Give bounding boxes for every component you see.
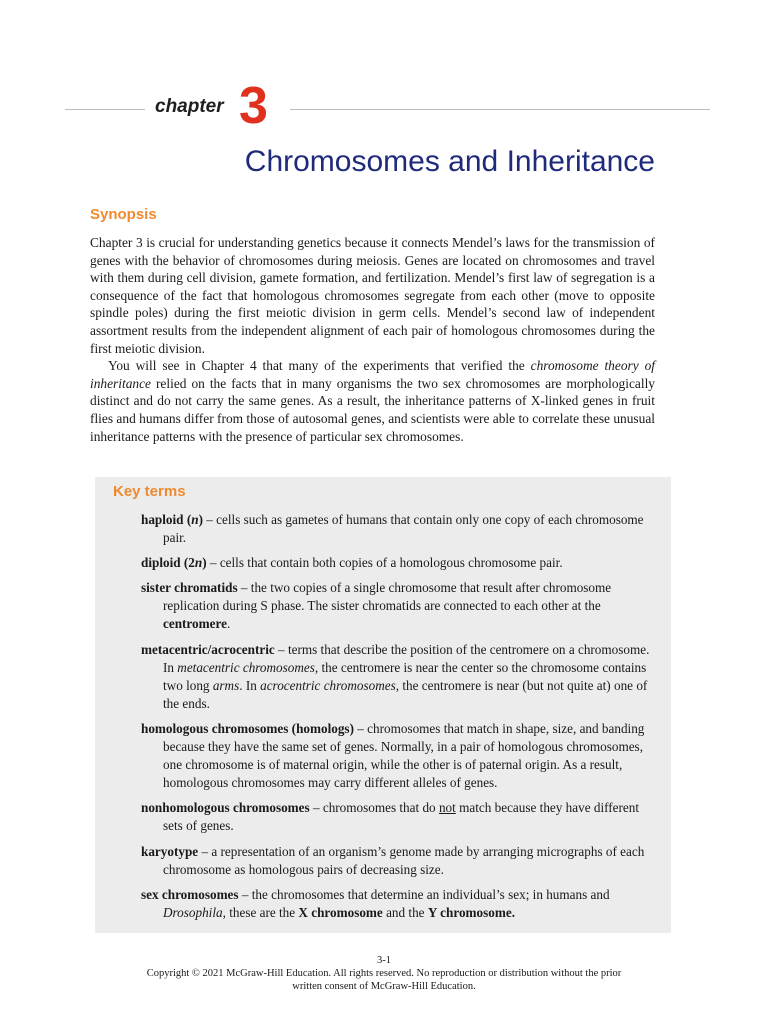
- header-rule-right: [290, 109, 710, 110]
- bold-term: Y chromosome.: [427, 904, 515, 920]
- term-haploid: [141, 511, 655, 547]
- term-definition: – a representation of an organism’s genome made by arranging micrographs of each chromosome as homologous pairs of decreasing size.: [163, 843, 645, 877]
- bold-term: X chromosome: [298, 904, 383, 920]
- key-terms-box: [95, 477, 671, 933]
- header-rule-left: [65, 109, 145, 110]
- term-name: [141, 555, 207, 570]
- term-name: homologous chromosomes (homologs): [141, 720, 354, 736]
- symbol: n: [191, 512, 199, 527]
- text-span: – terms that describe the position of the centromere on a chromosome. In: [163, 641, 650, 675]
- term-name: nonhomologous chromosomes: [141, 800, 310, 816]
- term-diploid: [141, 554, 655, 572]
- text-span: You will see in Chapter 4 that many of the experiments that verified the: [108, 358, 531, 374]
- page-footer: [0, 954, 768, 993]
- text-span: – the chromosomes that determine an individual’s sex; in humans and: [238, 886, 610, 902]
- emphasis-text: Drosophila,: [163, 904, 226, 920]
- emphasis-text: metacentric chromosomes,: [177, 659, 319, 675]
- key-terms-heading: Key terms: [113, 483, 186, 500]
- text-span: ): [202, 555, 207, 571]
- text-span: the centromere is near (but not quite at) one of the ends.: [163, 677, 648, 711]
- term-name: metacentric/acrocentric: [141, 641, 275, 657]
- chapter-header: [0, 78, 768, 138]
- text-span: diploid (2: [141, 555, 195, 571]
- term-definition: – cells that contain both copies of a homologous chromosome pair.: [206, 555, 563, 571]
- text-span: and the: [382, 904, 428, 920]
- term-sister-chromatids: [141, 579, 655, 633]
- term-definition: – the two copies of a single chromosome that result after chromosome replication during S phase. The sister chromatids are connected to each other at the: [163, 580, 612, 614]
- copyright-line-2: written consent of McGraw-Hill Education.: [292, 981, 476, 992]
- synopsis-paragraph-2: [90, 357, 655, 445]
- term-name: sex chromosomes: [141, 886, 239, 902]
- term-nonhomologous-chromosomes: [141, 799, 655, 835]
- emphasis-text: chromosome theory of inheritance: [90, 358, 655, 391]
- text-span: . In: [239, 677, 261, 693]
- text-span: haploid (: [141, 512, 192, 527]
- emphasis-text: arms: [212, 677, 240, 693]
- term-homologous-chromosomes: [141, 720, 655, 792]
- page-title: Chromosomes and Inheritance: [244, 145, 655, 178]
- term-name: karyotype: [141, 843, 199, 859]
- text-span: – chromosomes that do: [309, 800, 439, 816]
- page-number: 3-1: [377, 955, 391, 966]
- underlined-text: not: [438, 800, 456, 816]
- term-name: [141, 512, 203, 527]
- text-span: these are the: [225, 904, 299, 920]
- synopsis-paragraph-1: Chapter 3 is crucial for understanding genetics because it connects Mendel’s laws for the transmission of genes with the behavior of chromosomes during meiosis. Genes are located on chromosomes and travel with them during cell division, gamete formation, and fertilization. Mendel’s first law of segregation is a consequence of the fact that homologous chromosomes segregate from each other (move to opposite spindle poles) during the first meiotic division in germ cells. Mendel’s second law of independent assortment results from the independent alignment of each pair of homologous chromosomes during the first meiotic division.: [90, 235, 655, 356]
- key-terms-list: [141, 511, 655, 929]
- emphasis-text: acrocentric chromosomes,: [260, 677, 400, 693]
- term-name: sister chromatids: [141, 580, 238, 596]
- term-sex-chromosomes: [141, 886, 655, 922]
- copyright-line-1: Copyright © 2021 McGraw-Hill Education. All rights reserved. No reproduction or distribution without the prior: [146, 968, 622, 979]
- synopsis-heading: Synopsis: [90, 206, 157, 223]
- text-span: ): [198, 512, 203, 527]
- chapter-label: chapter: [155, 96, 224, 117]
- synopsis-body: [90, 234, 655, 445]
- text-span: .: [226, 616, 231, 632]
- term-definition: – cells such as gametes of humans that contain only one copy of each chromosome pair.: [163, 512, 644, 546]
- text-span: relied on the facts that in many organisms the two sex chromosomes are morphologically distinct and do not carry the same genes. As a result, the inheritance patterns of X-linked genes in fruit flies and humans differ from those of autosomal genes, and scientists were able to correlate these unusual inheritance patterns with the presence of particular sex chromosomes.: [90, 375, 655, 444]
- term-definition: – chromosomes that match in shape, size, and banding because they have the same set of genes. Normally, in a pair of homologous chromosomes, one chromosome is of maternal origin, while the other is of paternal origin. As a result, homologous chromosomes may carry different alleles of genes.: [163, 720, 645, 791]
- term-karyotype: [141, 843, 655, 879]
- text-span: match because they have different sets of genes.: [163, 800, 640, 834]
- chapter-number: 3: [239, 77, 268, 135]
- bold-term: centromere: [163, 616, 227, 632]
- symbol: n: [194, 555, 203, 571]
- text-span: the centromere is near the center so the chromosome contains two long: [163, 659, 647, 693]
- term-metacentric-acrocentric: [141, 641, 655, 713]
